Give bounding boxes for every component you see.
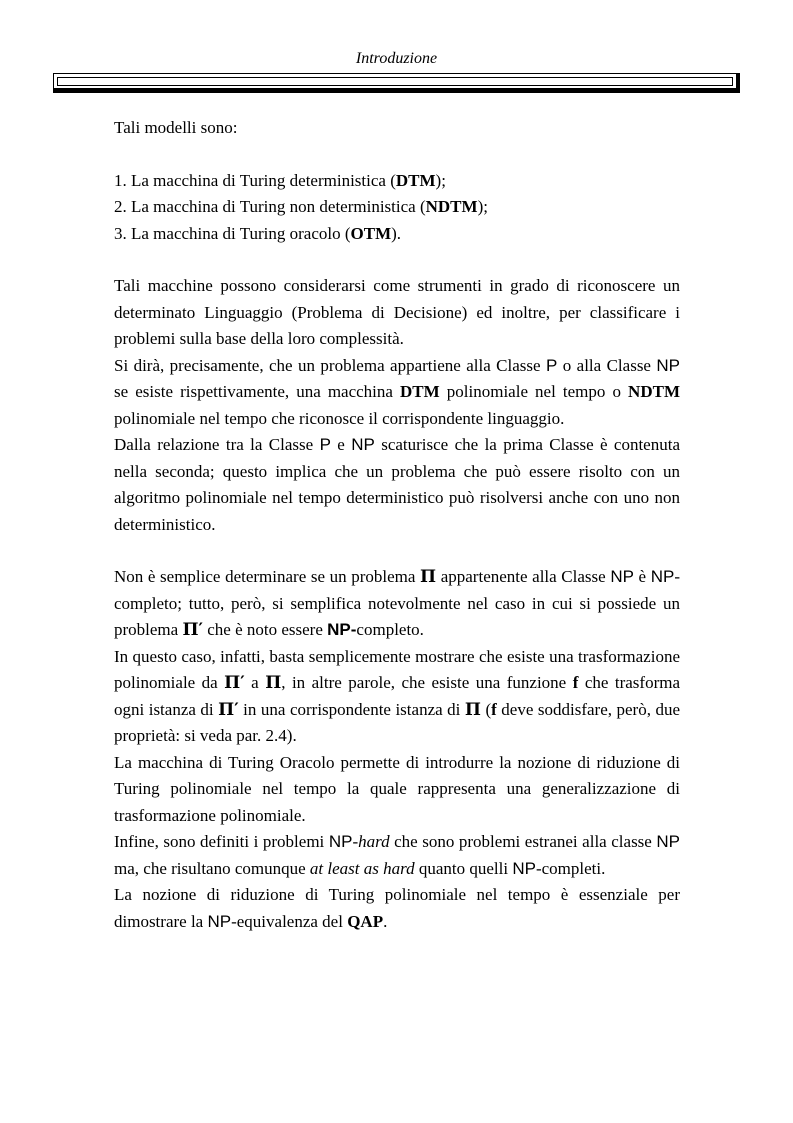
paragraph-3: Dalla relazione tra la Classe P e NP scaturisce che la prima Classe è contenuta nella seconda; questo implica che un problema che può essere risolto con un algoritmo polinomiale nel tempo deterministico può risolversi anche con uno non deterministico. — [114, 435, 680, 534]
paragraph-6: La macchina di Turing Oracolo permette di introdurre la nozione di riduzione di Turing polinomiale nel tempo la quale rappresenta una generalizzazione di trasformazione polinomiale. — [114, 752, 680, 825]
header-rule — [53, 73, 740, 93]
page-body — [114, 115, 680, 935]
paragraph-5: In questo caso, infatti, basta semplicemente mostrare che esiste una trasformazione polinomiale da Π′ a Π, in altre parole, che esiste una funzione f che trasforma ogni istanza di Π′ in una corrispondente istanza di Π (f deve soddisfare, però, due proprietà: si veda par. 2.4). — [114, 646, 680, 745]
list-item: 3. La macchina di Turing oracolo (OTM). — [114, 223, 402, 243]
paragraph-8: La nozione di riduzione di Turing polinomiale nel tempo è essenziale per dimostrare la NP-equivalenza del QAP. — [114, 885, 680, 931]
paragraph-1: Tali macchine possono considerarsi come strumenti in grado di riconoscere un determinato Linguaggio (Problema di Decisione) ed inoltre, per classificare i problemi sulla base della loro complessità. — [114, 276, 680, 348]
paragraph-4: Non è semplice determinare se un problema Π appartenente alla Classe NP è NP-completo; tutto, però, si semplifica notevolmente nel caso in cui si possiede un problema Π′ che è noto essere NP-completo. — [114, 567, 680, 640]
intro-paragraph: Tali modelli sono: — [114, 118, 238, 137]
paragraph-7: Infine, sono definiti i problemi NP-hard che sono problemi estranei alla classe NP ma, che risultano comunque at least as hard quanto quelli NP-completi. — [114, 832, 680, 878]
list-item: 2. La macchina di Turing non deterministica (NDTM); — [114, 197, 488, 216]
list-item: 1. La macchina di Turing deterministica (DTM); — [114, 170, 446, 190]
paragraph-2: Si dirà, precisamente, che un problema appartiene alla Classe P o alla Classe NP se esiste rispettivamente, una macchina DTM polinomiale nel tempo o NDTM polinomiale nel tempo che riconosce il corrispondente linguaggio. — [114, 355, 681, 428]
page-header-title: Introduzione — [355, 50, 438, 67]
